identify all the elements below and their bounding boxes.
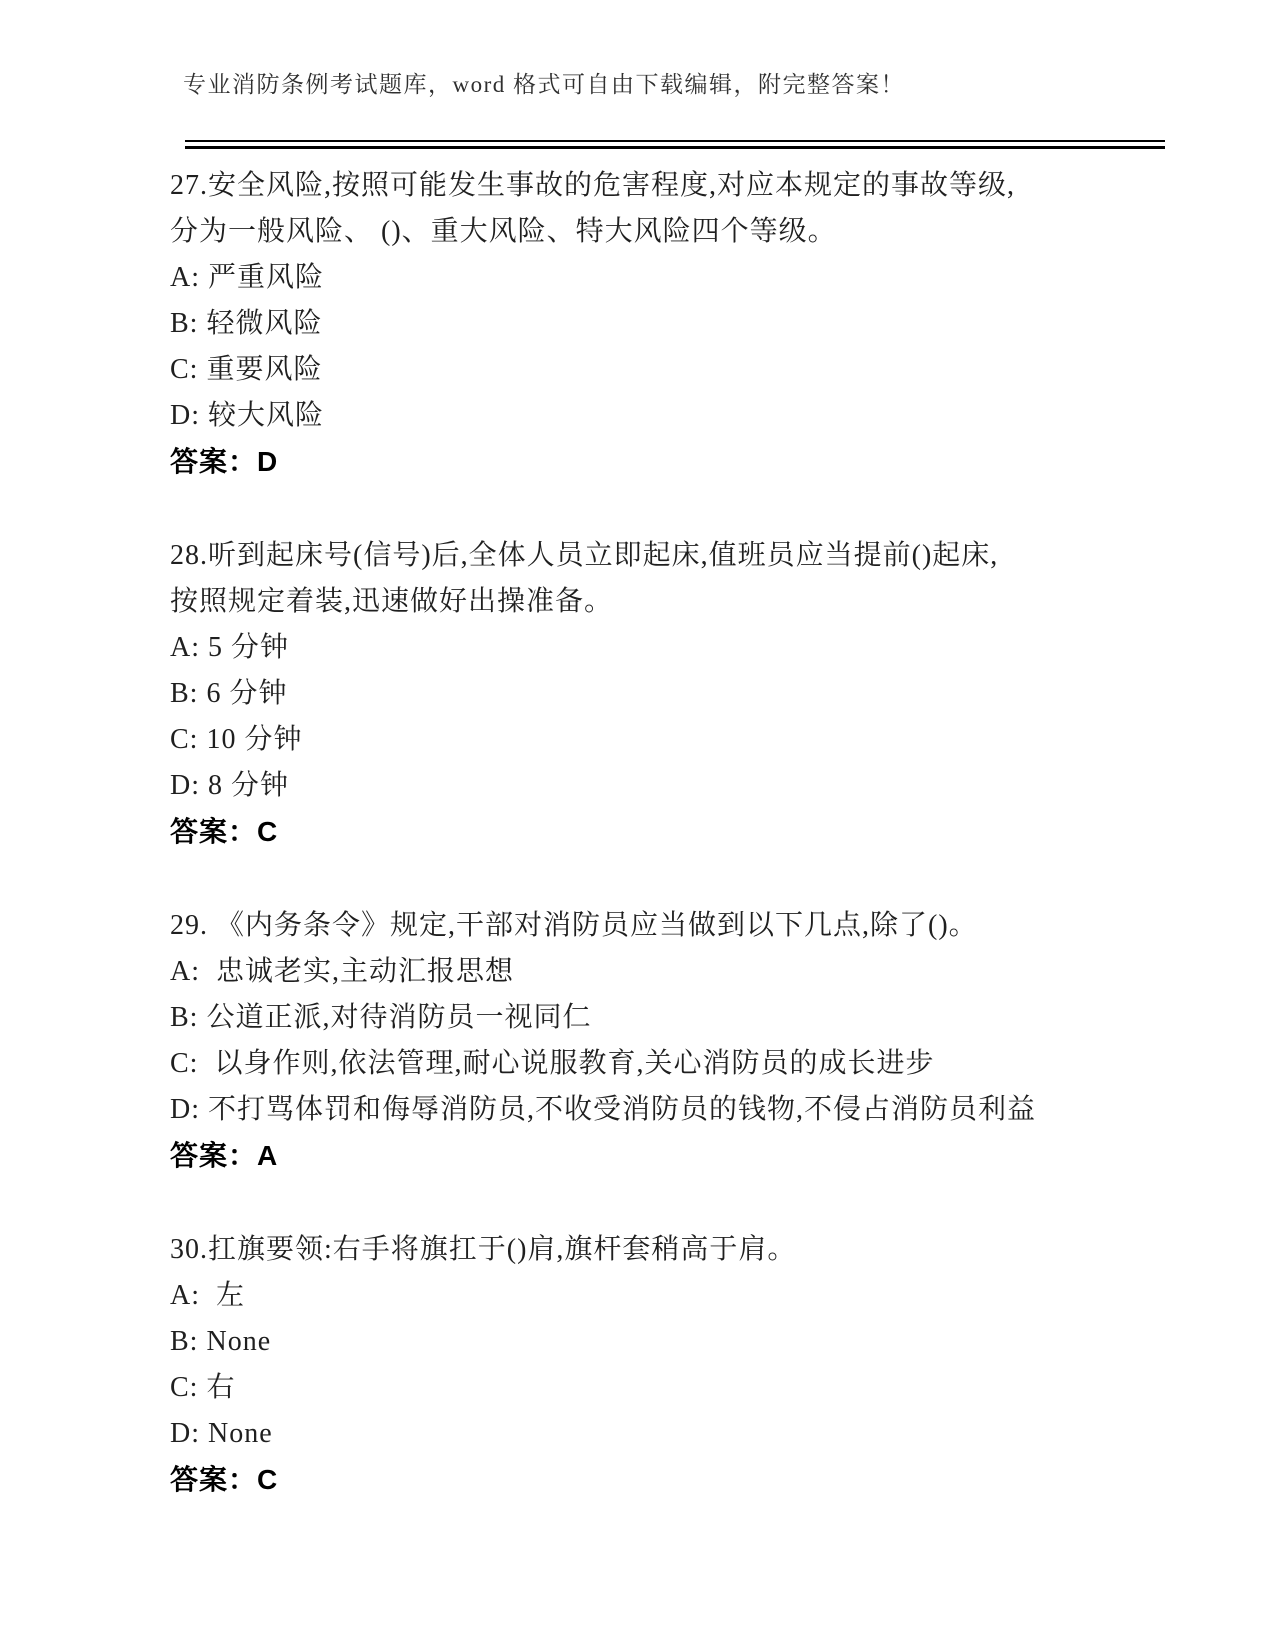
answer-letter: D: [257, 446, 279, 477]
option-letter: A:: [170, 956, 200, 987]
question-28: [170, 533, 1185, 855]
question-29-line-1: 29. 《内务条令》规定,干部对消防员应当做到以下几点,除了()。: [170, 910, 978, 941]
question-30-line-1: 30.扛旗要领:右手将旗扛于()肩,旗杆套稍高于肩。: [170, 1234, 797, 1265]
answer-letter: C: [257, 816, 279, 847]
option-letter: C:: [170, 724, 199, 755]
question-29: [170, 903, 1185, 1179]
option-letter: C:: [170, 354, 199, 385]
answer-label: 答案：: [170, 1464, 258, 1495]
option-text: 10 分钟: [198, 724, 303, 755]
option-text: 5 分钟: [200, 632, 290, 663]
answer-label: 答案：: [170, 446, 258, 477]
question-27-option-b: [170, 301, 1185, 347]
option-letter: D:: [170, 1418, 200, 1449]
option-text: 较大风险: [200, 400, 325, 431]
option-letter: B:: [170, 678, 199, 709]
question-30-option-c: [170, 1365, 1185, 1411]
question-30-option-a: [170, 1273, 1185, 1319]
option-letter: A:: [170, 632, 200, 663]
option-text: 轻微风险: [198, 308, 323, 339]
option-letter: C:: [170, 1372, 199, 1403]
option-text: 右: [198, 1372, 236, 1403]
option-text: 以身作则,依法管理,耐心说服教育,关心消防员的成长进步: [198, 1048, 935, 1079]
header-divider: [185, 140, 1165, 149]
question-27-line-2: 分为一般风险、 ()、重大风险、特大风险四个等级。: [170, 216, 837, 247]
question-29-option-c: [170, 1041, 1185, 1087]
question-29-option-b: [170, 995, 1185, 1041]
question-28-answer: [170, 809, 1185, 855]
option-letter: A:: [170, 262, 200, 293]
question-28-option-c: [170, 717, 1185, 763]
question-27-option-c: [170, 347, 1185, 393]
option-text: 忠诚老实,主动汇报思想: [200, 956, 515, 987]
option-text: 左: [200, 1280, 246, 1311]
option-text: None: [198, 1326, 272, 1357]
question-27-line-1: 27.安全风险,按照可能发生事故的危害程度,对应本规定的事故等级,: [170, 170, 1016, 201]
question-28-option-b: [170, 671, 1185, 717]
option-letter: C:: [170, 1048, 199, 1079]
question-28-option-d: [170, 763, 1185, 809]
answer-letter: C: [257, 1464, 279, 1495]
question-27-option-d: [170, 393, 1185, 439]
question-27-answer: [170, 439, 1185, 485]
option-text: None: [200, 1418, 273, 1449]
question-27: [170, 163, 1185, 485]
questions-area: [170, 149, 1185, 1503]
question-28-line-1: 28.听到起床号(信号)后,全体人员立即起床,值班员应当提前()起床,: [170, 540, 999, 571]
option-letter: D:: [170, 1094, 200, 1125]
option-text: 6 分钟: [198, 678, 288, 709]
option-text: 严重风险: [200, 262, 325, 293]
option-letter: A:: [170, 1280, 200, 1311]
option-text: 公道正派,对待消防员一视同仁: [198, 1002, 592, 1033]
question-30-option-d: [170, 1411, 1185, 1457]
answer-label: 答案：: [170, 816, 258, 847]
question-29-answer: [170, 1133, 1185, 1179]
question-27-option-a: [170, 255, 1185, 301]
question-30-answer: [170, 1457, 1185, 1503]
question-28-option-a: [170, 625, 1185, 671]
option-letter: D:: [170, 770, 200, 801]
option-letter: B:: [170, 308, 199, 339]
question-30: [170, 1227, 1185, 1503]
question-28-line-2: 按照规定着装,迅速做好出操准备。: [170, 586, 614, 617]
question-29-option-a: [170, 949, 1185, 995]
option-letter: B:: [170, 1002, 199, 1033]
option-letter: B:: [170, 1326, 199, 1357]
answer-letter: A: [257, 1140, 279, 1171]
answer-label: 答案：: [170, 1140, 258, 1171]
option-text: 重要风险: [198, 354, 323, 385]
page-header-note: 专业消防条例考试题库，word 格式可自由下载编辑，附完整答案！: [183, 72, 906, 97]
option-letter: D:: [170, 400, 200, 431]
question-30-option-b: [170, 1319, 1185, 1365]
option-text: 不打骂体罚和侮辱消防员,不收受消防员的钱物,不侵占消防员利益: [200, 1094, 1037, 1125]
option-text: 8 分钟: [200, 770, 290, 801]
question-29-option-d: [170, 1087, 1185, 1133]
